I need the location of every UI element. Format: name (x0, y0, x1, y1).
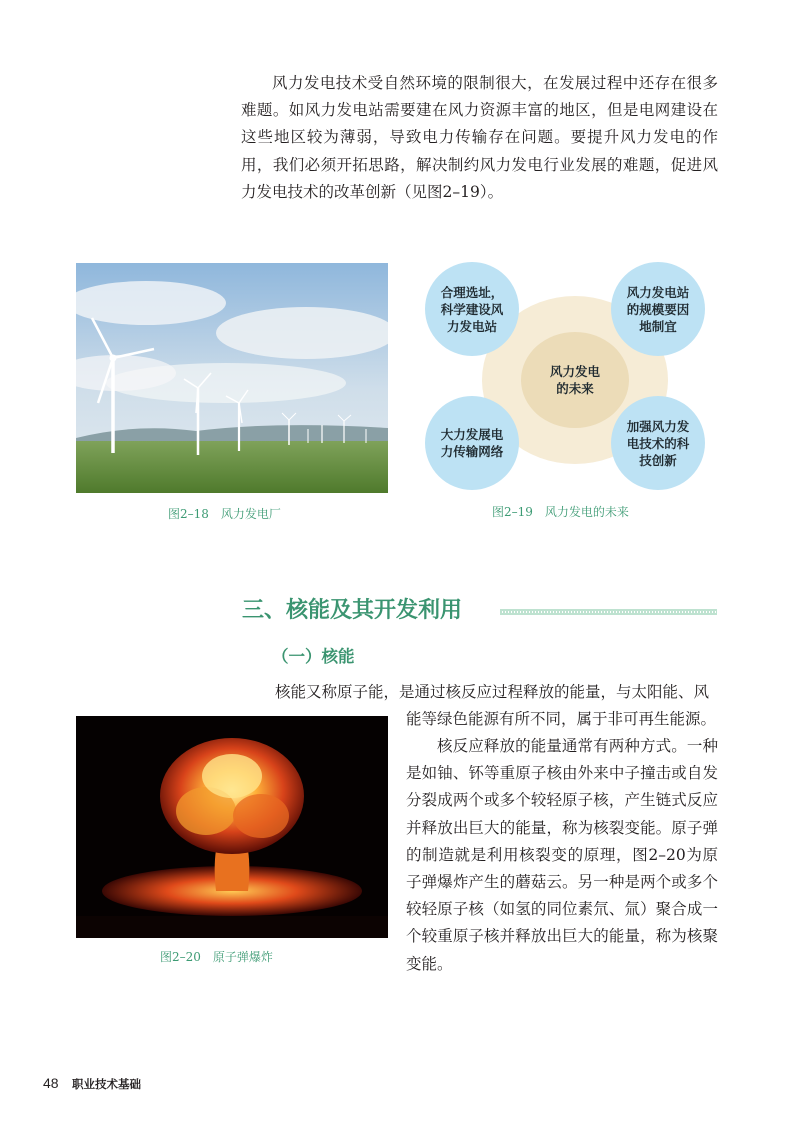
heading-rule (500, 609, 717, 615)
diagram-item-bottom-right: 加强风力发 电技术的科 技创新 (611, 396, 705, 490)
nuclear-paragraph-first-line: 核能又称原子能，是通过核反应过程释放的能量，与太阳能、风 (275, 683, 710, 701)
subsection-heading: （一）核能 (272, 647, 355, 666)
wind-farm-photo (76, 263, 388, 493)
section-heading: 三、核能及其开发利用 (242, 598, 463, 623)
diagram-item-top-left: 合理选址， 科学建设风 力发电站 (425, 262, 519, 356)
figure-2-18-caption: 图2–18 风力发电厂 (168, 507, 281, 521)
book-title: 职业技术基础 (72, 1077, 141, 1091)
diagram-item-bottom-left: 大力发展电 力传输网络 (425, 396, 519, 490)
page-number: 48 (43, 1075, 59, 1091)
atomic-explosion-photo (76, 716, 388, 938)
nuclear-reaction-paragraph: 核反应释放的能量通常有两种方式。一种是如铀、钚等重原子核由外来中子撞击或自发分裂成两个或多个较轻原子核，产生链式反应并释放出巨大的能量，称为核裂变能。原子弹的制造就是利用核裂变的原理，图2–20为原子弹爆炸产生的蘑菇云。另一种是两个或多个较轻原子核（如氢的同位素氘、氚）聚合成一个较重原子核并释放出巨大的能量，称为核聚变能。 (406, 737, 718, 973)
intro-paragraph: 风力发电技术受自然环境的限制很大，在发展过程中还存在很多难题。如风力发电站需要建在风力资源丰富的地区，但是电网建设在这些地区较为薄弱，导致电力传输存在问题。要提升风力发电的作用，我们必须开拓思路，解决制约风力发电行业发展的难题，促进风力发电技术的改革创新（见图2–19）。 (241, 74, 718, 201)
nuclear-paragraph-continuation: 能等绿色能源有所不同，属于非可再生能源。 (406, 710, 717, 728)
wind-power-future-diagram (425, 260, 725, 488)
diagram-item-top-right: 风力发电站 的规模要因 地制宜 (611, 262, 705, 356)
figure-2-19-caption: 图2–19 风力发电的未来 (492, 505, 629, 519)
diagram-center: 风力发电 的未来 (521, 332, 629, 428)
figure-2-20-caption: 图2–20 原子弹爆炸 (160, 950, 273, 964)
